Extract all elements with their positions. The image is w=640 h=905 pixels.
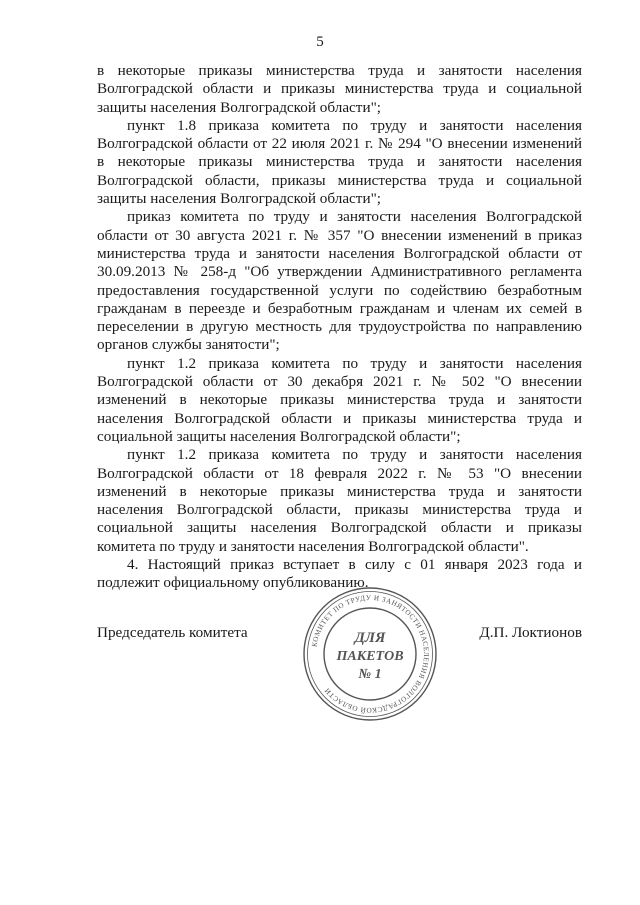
stamp-line-3: № 1 [358, 667, 382, 682]
paragraph-4: пункт 1.2 приказа комитета по труду и занятости населения Волгоградской области от 30 декабря 2021 г. № 502 "О внесении изменений в некоторые приказы министерства труда и занятости населения Волгоградской области и приказы министерства труда и социальной защиты населения Волгоградской области"; [97, 354, 582, 445]
signer-name: Д.П. Локтионов [479, 624, 582, 641]
paragraph-1: в некоторые приказы министерства труда и занятости населения Волгоградской области и приказы министерства труда и социальной защиты населения Волгоградской области"; [97, 62, 582, 116]
paragraph-2: пункт 1.8 приказа комитета по труду и занятости населения Волгоградской области от 22 июля 2021 г. № 294 "О внесении изменений в некоторые приказы министерства труда и занятости населения Волгоградской области, приказы министерства труда и социальной защиты населения Волгоградской области"; [97, 116, 582, 208]
document-body [97, 62, 582, 593]
page-number: 5 [316, 34, 324, 50]
stamp-line-2: ПАКЕТОВ [336, 649, 404, 664]
official-stamp-icon [300, 584, 440, 724]
paragraph-3: приказ комитета по труду и занятости населения Волгоградской области от 30 августа 2021 г. № 357 "О внесении изменений в приказ министерства труда и занятости населения Волгоградской области от 30.09.2013 № 258-д "Об утверждении Административного регламента предоставления государственной услуги по содействию безработным гражданам в переезде и безработным гражданам и членам их семей в переселении в другую местность для трудоустройства по направлению органов службы занятости"; [97, 208, 582, 354]
signer-position: Председатель комитета [97, 624, 248, 641]
stamp-line-1: ДЛЯ [354, 630, 386, 646]
paragraph-5: пункт 1.2 приказа комитета по труду и занятости населения Волгоградской области от 18 февраля 2022 г. № 53 "О внесении изменений в некоторые приказы министерства труда и занятости населения Волгоградской области, приказы министерства труда и социальной защиты населения Волгоградской области и приказы комитета по труду и занятости населения Волгоградской области". [97, 446, 582, 555]
paragraph-6: 4. Настоящий приказ вступает в силу с 01 января 2023 года и подлежит официальному опубликованию. [97, 556, 582, 592]
stamp-ring-text: КОМИТЕТ ПО ТРУДУ И ЗАНЯТОСТИ НАСЕЛЕНИЯ ВОЛГОГРАДСКОЙ ОБЛАСТИ [310, 593, 431, 715]
